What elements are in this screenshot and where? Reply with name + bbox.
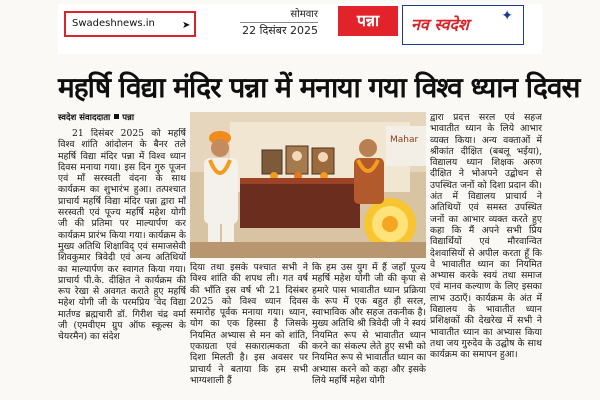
event-photo	[190, 112, 426, 258]
star-icon: ✦	[501, 8, 513, 24]
article-column-1	[58, 128, 186, 396]
article-paragraph: दिया तथा इसके पश्चात सभी ने विश्व शांति की शपथ ली। गत वर्ष की भाँति इस वर्ष भी 21 दिसंबर 2025 को विश्व ध्यान दिवस समारोह पूर्वक मनाया गया। ध्यान, योग का एक हिस्सा है जिसके नियमित अभ्यास से मन को शांति, एकाग्रता एवं सकारात्मकता की दिशा मिलती है। इस अवसर पर प्राचार्य ने बताया कि हम सभी भाग्यशाली हैं	[190, 262, 308, 386]
byline-place: पन्ना	[122, 113, 135, 123]
date-label: 22 दिसंबर 2025	[240, 22, 318, 39]
byline-desk: स्वदेश संवाददाता	[58, 113, 111, 123]
article-column-3	[312, 262, 426, 396]
logo-text: नव स्वदेश	[411, 15, 469, 34]
article-paragraph: द्वारा प्रदत्त सरल एवं सहज भावातीत ध्यान के लिये आभार व्यक्त किया। अन्य वक्ताओं में श्रीकांत दीक्षित (बबलू भईया), विद्यालय ध्यान शिक्षक अरुण दीक्षित ने भोअपने उद्बोधन से उपस्थित जनों को दिशा प्रदान की। अंत में विद्यालय प्राचार्य ने अतिथियों एवं समस्त उपस्थित जनों का आभार व्यक्त करते हुए कहा कि मैं अपने सभी प्रिय विद्यार्थियों एवं मौरवान्वित देशवासियों से अपील करता हूँ कि वे भावातीत ध्यान का नियमित अभ्यास करके स्वयं तथा समाज एवं मानव कल्याण के लिए इसका लाभ उठाएँ। कार्यक्रम के अंत में विद्यालय के भावातीत ध्यान प्रशिक्षकों की देखरेख में सभी ने भावातीत ध्यान का अभ्यास किया तथा जय गुरुदेव के उद्घोष के साथ कार्यक्रम का समापन हुआ।	[430, 112, 542, 361]
newspaper-logo	[402, 5, 524, 45]
cursor-icon: ➤	[182, 20, 191, 31]
date-block	[240, 8, 318, 39]
event-photo-illustration	[190, 112, 426, 258]
site-url[interactable]: Swadeshnews.in	[72, 18, 155, 29]
site-url-box[interactable]	[64, 11, 196, 37]
banner-text: Mahar	[390, 135, 419, 145]
byline	[58, 112, 190, 124]
square-bullet-icon	[114, 114, 119, 119]
day-label: सोमवार	[290, 9, 318, 20]
city-badge: पन्ना	[338, 6, 398, 36]
article-paragraph: कि हम उस युग में हैं जहाँ पूज्य महर्षि महेश योगी जी की कृपा से हमारे पास भावातीत ध्यान प्रक्रिया के रूप में एक बहुत ही सरल, स्वाभाविक और सहज तकनीक है। मुख्य अतिथि श्री त्रिवेदी जी ने स्वयं नियमित रूप से भावातीत ध्यान करने का संकल्प लेते हुए सभी को नियमित रूप से भावातीत ध्यान का अभ्यास करने को कहा और इसके लिये महर्षि महेश योगी	[312, 262, 426, 386]
headline: महर्षि विद्या मंदिर पन्ना में मनाया गया विश्व ध्यान दिवस	[58, 71, 580, 104]
article-paragraph: 21 दिसंबर 2025 को महर्षि विश्व शांति आंदोलन के बैनर तले महर्षि विद्या मंदिर पन्ना में विश्व ध्यान दिवस मनाया गया। इस दिन गुरु पूजन एवं माँ सरस्वती वंदना के साथ कार्यक्रम का शुभारंभ हुआ। तत्पश्चात प्राचार्य महर्षि विद्या मंदिर पन्ना द्वारा माँ सरस्वती एवं पूज्य महर्षि महेश योगी जी की प्रतिमा पर माल्यार्पण कर कार्यक्रम प्रारंभ किया गया। कार्यक्रम के मुख्य अतिथि शिक्षाविद् एवं समाजसेवी शिवकुमार त्रिवेदी एवं अन्य अतिथियों का माल्यार्पण कर स्वागत किया गया। प्राचार्य पी.के. दीक्षित ने कार्यक्रम की रूप रेखा से अवगत कराते हुए महर्षि महेश योगी जी के परमप्रिय 'वेद विद्या मार्तण्ड ब्रह्मचारी डॉ. गिरीश चंद्र वर्मा जी (एमवीएम ग्रुप ऑफ स्कूल्स के चेयरमैन) का संदेश	[58, 128, 186, 343]
article-column-4	[430, 112, 542, 396]
article-column-2	[190, 262, 308, 396]
